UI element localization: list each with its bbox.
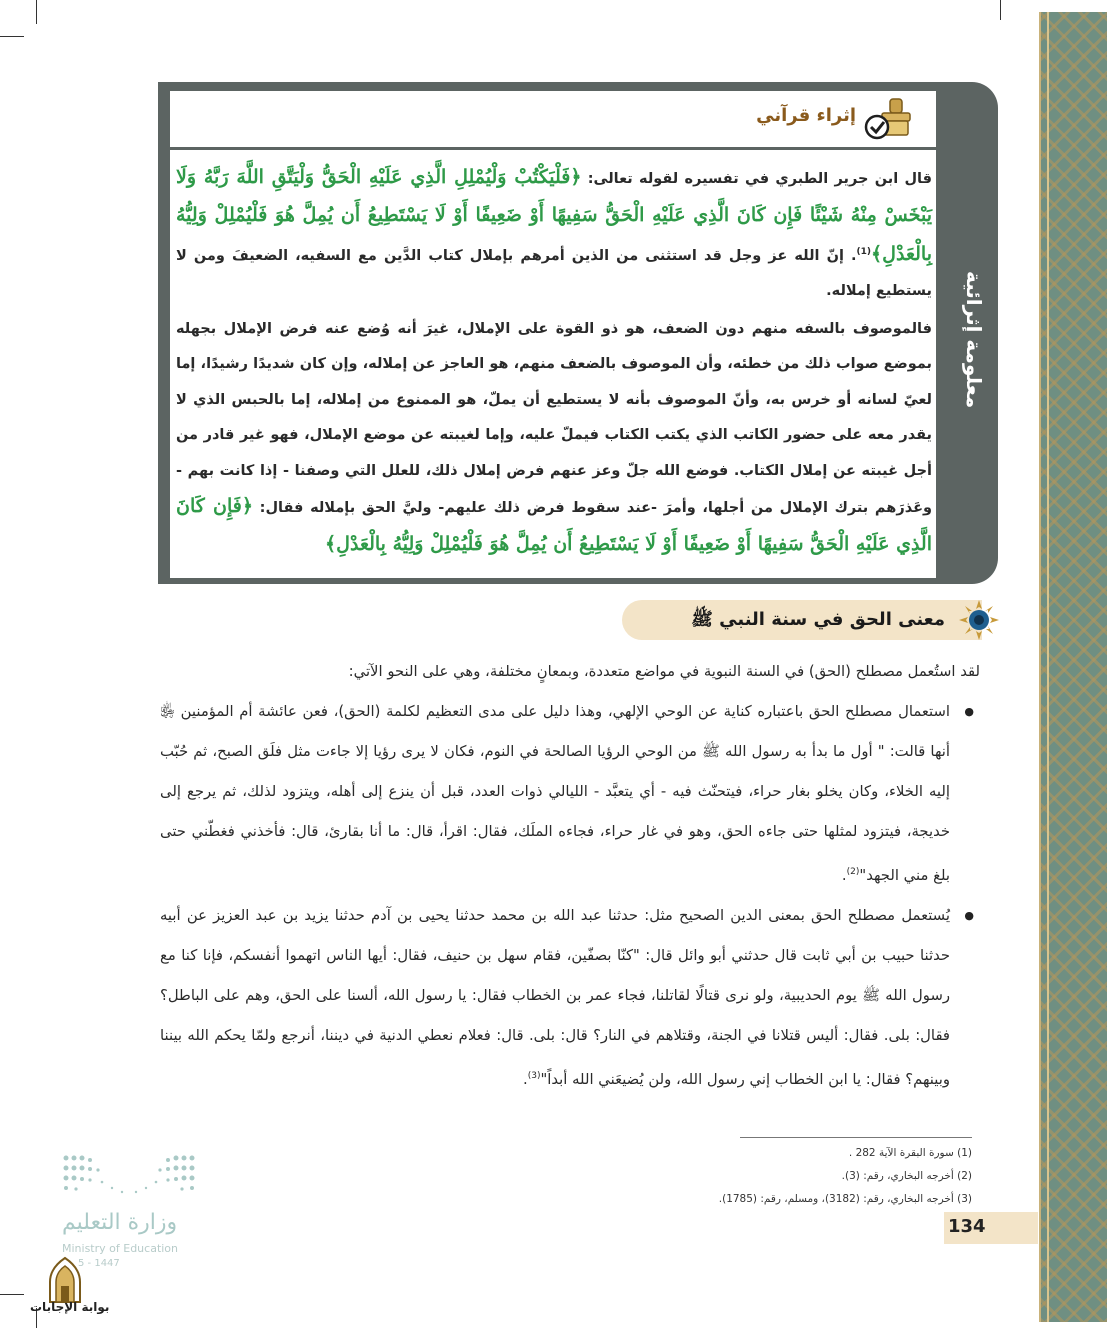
footnote-ref: (1) <box>856 247 872 257</box>
para1-rest: . إنّ الله عز وجل قد استثنى من الذين أمرهم بإملال كتاب الدَّين مع السفيه، الضعيفَ ومن لا يستطيع إملاله. <box>176 247 932 300</box>
enrichment-side-label: معلومة إثرائية <box>962 271 986 409</box>
stamp-check-icon <box>864 97 916 141</box>
portal-logo-icon <box>42 1256 88 1304</box>
enrichment-text <box>176 160 932 564</box>
enrichment-box-header <box>170 91 936 149</box>
intro-paragraph: لقد استُعمل مصطلح (الحق) في السنة النبوية في مواضع متعددة، وبمعانٍ مختلفة، وهي على النحو الآتي: <box>348 663 980 680</box>
quran-verse-1: ﴿فَلْيَكْتُبْ وَلْيُمْلِلِ الَّذِي عَلَيْهِ الْحَقُّ وَلْيَتَّقِ اللَّهَ رَبَّهُ وَلَا يَبْخَسْ مِنْهُ شَيْئًا فَإِن كَانَ الَّذِي عَلَيْهِ الْحَقُّ سَفِيهًا أَوْ ضَعِيفًا أَوْ لَا يَسْتَطِيعُ أَن يُمِلَّ هُوَ فَلْيُمْلِلْ وَلِيُّهُ بِالْعَدْلِ﴾ <box>176 166 932 265</box>
bullet1-end: . <box>841 866 847 884</box>
footnote-item: (3) أخرجه البخاري، رقم: (3182)، ومسلم، رقم: (1785). <box>718 1193 972 1205</box>
crop-mark <box>1000 0 1001 20</box>
list-item <box>160 896 980 1100</box>
decorative-border <box>1039 12 1107 1322</box>
ministry-year: 5 - 1447 <box>78 1258 120 1269</box>
footnote-ref: (3) <box>527 1070 541 1081</box>
main-content <box>160 652 980 1100</box>
bullet1-text: استعمال مصطلح الحق باعتباره كناية عن الوحي الإلهي، وهذا دليل على مدى التعظيم لكلمة (الحق)، فعن عائشة أم المؤمنين ﵂ أنها قالت: " أول ما بدأ به رسول الله ﷺ من الوحي الرؤيا الصالحة في النوم، فكان لا يرى رؤيا إلا جاءت مثل فلَق الصبح، ثم حُبّب إليه الخلاء، وكان يخلو بغار حراء، فيتحنّث فيه - أي يتعبَّد - الليالي ذوات العدد، قبل أن ينزع إلى أهله، ويتزود لذلك، ثم يرجع إلى خديجة، فيتزود لمثلها حتى جاءه الحق، وهو في غار حراء، فجاءه الملَك، فقال: اقرأ، قال: ما أنا بقارئ، قال: فأخذني فغطّني حتى بلغ مني الجهد" <box>160 703 950 884</box>
ministry-logo-icon <box>62 1152 196 1198</box>
para1-intro: قال ابن جرير الطبري في تفسيره لقوله تعالى: <box>581 171 932 187</box>
footnote-item: (2) أخرجه البخاري، رقم: (3). <box>841 1170 972 1182</box>
bullet2-end: . <box>523 1070 528 1088</box>
page-number: 134 <box>948 1216 986 1237</box>
ministry-name-english: Ministry of Education <box>62 1242 179 1255</box>
enrichment-title: إثراء قرآني <box>756 105 856 126</box>
bullet2-text: يُستعمل مصطلح الحق بمعنى الدين الصحيح مثل: حدثنا عبد الله بن محمد حدثنا يحيى بن آدم حدثنا يزيد بن عبد العزيز عن أبيه حدثنا حبيب بن أبي ثابت قال حدثني أبو وائل قال: "كنّا بصفّين، فقام سهل بن حنيف، فقال: أيها الناس اتهموا أنفسكم، فإنا كنا مع رسول الله ﷺ يوم الحديبية، ولو نرى قتالًا لقاتلنا، فجاء عمر بن الخطاب فقال: يا رسول الله، ألسنا على الحق، وهم على الباطل؟ فقال: بلى. فقال: أليس قتلانا في الجنة، وقتلاهم في النار؟ قال: بلى. قال: فعلام نعطي الدنية في ديننا، أنرجع ولمّا يحكم الله بيننا وبينهم؟ فقال: يا ابن الخطاب إني رسول الله، ولن يُضيعَني الله أبداً" <box>160 906 950 1088</box>
footnotes <box>600 1142 972 1211</box>
footnote-divider <box>740 1137 972 1138</box>
section-title: معنى الحق في سنة النبي ﷺ <box>691 609 945 630</box>
quran-verse-2: ﴿فَإِن كَانَ الَّذِي عَلَيْهِ الْحَقُّ سَفِيهًا أَوْ ضَعِيفًا أَوْ لَا يَسْتَطِيعُ أَن يُمِلَّ هُوَ فَلْيُمْلِلْ وَلِيُّهُ بِالْعَدْلِ﴾ <box>176 495 932 555</box>
crop-mark <box>36 0 37 24</box>
footnote-item: (1) سورة البقرة الآية 282 . <box>848 1147 972 1159</box>
footnote-ref: (2) <box>846 867 860 877</box>
portal-name: بوابة الإجابات <box>30 1300 110 1314</box>
ornament-star-icon <box>958 599 1000 641</box>
para2: فالموصوف بالسفه منهم دون الضعف، هو ذو القوة على الإملال، غيرَ أنه وُضع عنه فرض الإملال بجهله بموضع صواب ذلك من خطئه، وأن الموصوف بالضعف منهم، هو العاجز عن إملاله، وإن كان شديدًا رشيدًا، إما لعيّ لسانه أو خرس به، وأنّ الموصوف بأنه لا يستطيع أن يملّ، هو الممنوع من إملاله، إما بالحبس الذي لا يقدر معه على حضور الكاتب الذي يكتب الكتاب فيملّ عليه، وإما لغيبته عن موضع الإملال، فهو غير قادر من أجل غيبته عن إملال الكتاب. فوضع الله جلّ وعز عنهم فرض إملال ذلك، للعلل التي وصفنا - إذا كانت بهم - وعَذرَهم بترك الإملال من أجلها، وأمرَ -عند سقوط فرض ذلك عليهم- وليَّ الحق بإملاله فقال: <box>176 320 932 517</box>
ministry-name-arabic: وزارة التعليم <box>62 1210 178 1235</box>
crop-mark <box>0 1294 24 1295</box>
list-item <box>160 692 980 896</box>
crop-mark <box>0 36 24 37</box>
